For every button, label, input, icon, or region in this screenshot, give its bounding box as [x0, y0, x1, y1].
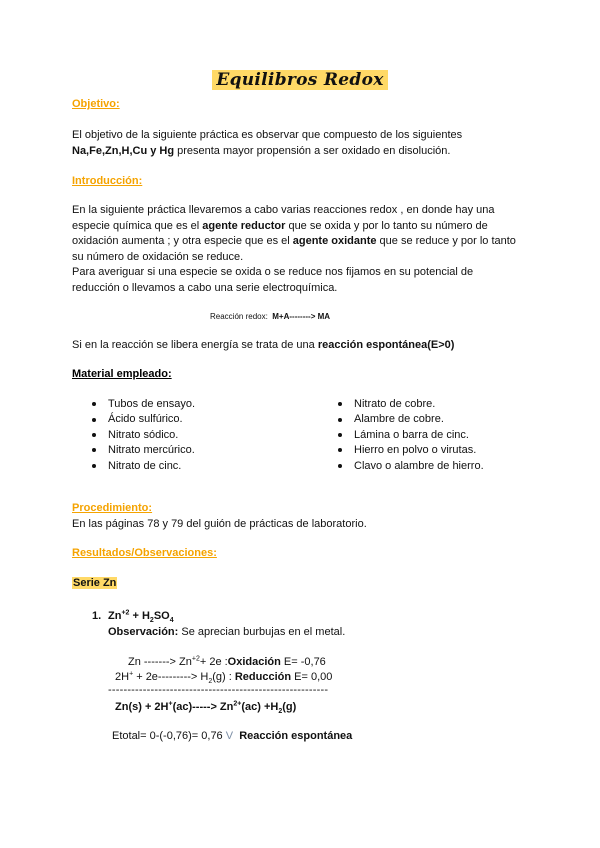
procedimiento-text: En las páginas 78 y 79 del guión de prácticas de laboratorio. — [72, 518, 367, 530]
list-item: Alambre de cobre. — [338, 412, 484, 427]
oxidation-half-reaction: Zn -------> $Zn^{+2}+ 2e$ :Oxidación E= -0,76 — [128, 655, 326, 668]
separator-line: --------------------------------------------------------- — [108, 684, 329, 696]
introduccion-heading: Introducción: — [72, 175, 143, 187]
procedimiento-heading: Procedimiento: — [72, 502, 153, 514]
page-title: Equilibros Redox — [0, 70, 600, 90]
introduccion-text: En la siguiente práctica llevaremos a cabo varias reacciones redox , en donde hay una especie química que es el agente reductor que se oxida y por lo tanto su número de oxidación aumenta ; y otra especie que es el agente oxidante que se reduce y por lo tanto su número de oxidación se reduce. Para averiguar si una especie se oxida o se reduce nos fijamos en su potencial de reducción o llevamos a cabo una serie electroquímica. — [72, 204, 516, 294]
list-item: Tubos de ensayo. — [92, 397, 195, 412]
spontaneous-text: Si en la reacción se libera energía se trata de una reacción espontánea(E>0) — [72, 339, 455, 351]
reactants: $Zn^{+2} + H_2SO_4$ — [108, 609, 174, 625]
list-item: Nitrato sódico. — [92, 428, 195, 443]
material-list-right — [338, 397, 484, 474]
objetivo-heading: Objetivo: — [72, 98, 120, 110]
reaction-redox: Reacción redox: M+A--------> MA — [210, 312, 331, 321]
total-reaction: $Zn(s) + 2H^+(ac)-----> Zn^{2+}(ac) +H_2(g)$ — [115, 700, 297, 716]
item-number: 1. — [92, 610, 102, 622]
list-item: Nitrato de cobre. — [338, 397, 484, 412]
reduction-half-reaction: $2H^+ + 2e---------> H_2(g)$ : Reducción E= 0,00 — [115, 670, 333, 686]
list-item: Lámina o barra de cinc. — [338, 428, 484, 443]
objetivo-text: El objetivo de la siguiente práctica es observar que compuesto de los siguientes Na,Fe,Zn,H,Cu y Hg presenta mayor propensión a ser oxidado en disolución. — [72, 129, 463, 157]
etotal-line: Etotal= 0-(-0,76)= 0,76 V Reacción espontánea — [112, 730, 353, 742]
list-item: Hierro en polvo o virutas. — [338, 443, 484, 458]
material-list-left — [92, 397, 195, 474]
list-item: Nitrato de cinc. — [92, 459, 195, 474]
resultados-heading: Resultados/Observaciones: — [72, 547, 217, 559]
list-item: Ácido sulfúrico. — [92, 412, 195, 427]
observation: Observación: Se aprecian burbujas en el metal. — [108, 626, 346, 638]
check-mark: V — [225, 730, 234, 742]
serie-zn-label: Serie Zn — [73, 577, 117, 589]
material-heading: Material empleado: — [72, 368, 172, 380]
list-item: Nitrato mercúrico. — [92, 443, 195, 458]
list-item: Clavo o alambre de hierro. — [338, 459, 484, 474]
